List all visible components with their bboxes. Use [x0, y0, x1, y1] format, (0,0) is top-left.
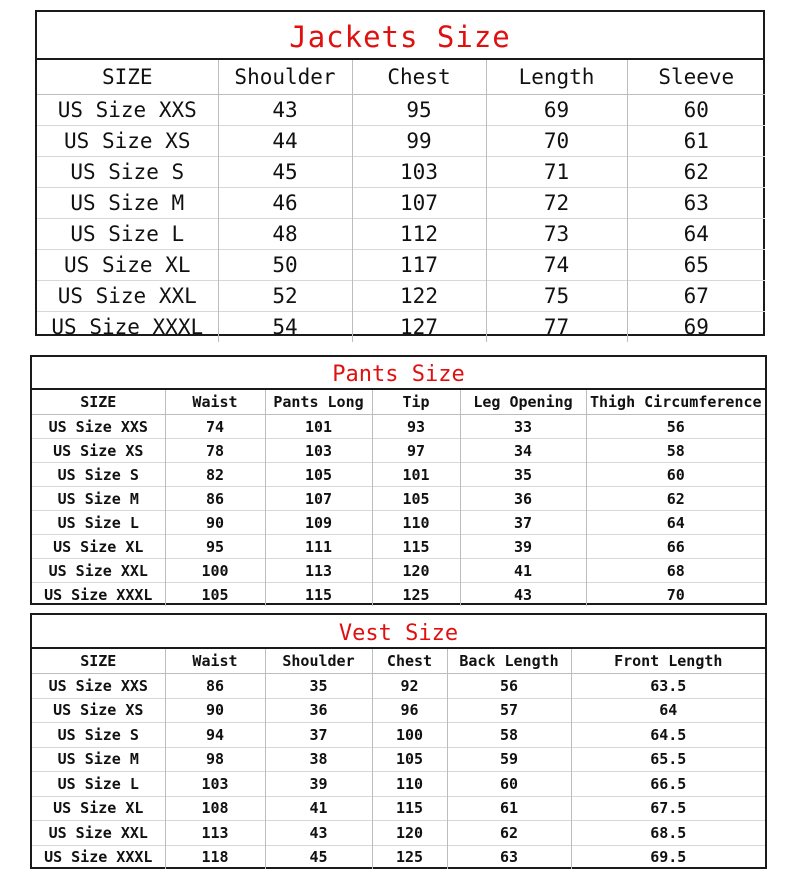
pants-value-cell: 115: [265, 583, 372, 607]
vest-value-cell: 62: [447, 821, 571, 846]
vest-value-cell: 113: [165, 821, 265, 846]
pants-value-cell: 60: [586, 463, 765, 487]
pants-value-cell: 36: [460, 487, 586, 511]
vest-value-cell: 67.5: [571, 796, 765, 821]
vest-table-row: [32, 698, 765, 723]
pants-header-waist: Waist: [165, 390, 265, 415]
jackets-value-cell: 61: [627, 126, 765, 157]
vest-value-cell: 35: [265, 674, 372, 699]
jackets-value-cell: 69: [486, 95, 627, 126]
jackets-value-cell: 64: [627, 219, 765, 250]
pants-table: [32, 390, 765, 606]
vest-header-shoulder: Shoulder: [265, 649, 372, 674]
jackets-value-cell: 95: [352, 95, 486, 126]
jackets-size-cell: US Size L: [37, 219, 218, 250]
vest-value-cell: 68.5: [571, 821, 765, 846]
pants-value-cell: 105: [372, 487, 460, 511]
vest-value-cell: 94: [165, 723, 265, 748]
jackets-value-cell: 74: [486, 250, 627, 281]
vest-value-cell: 105: [372, 747, 447, 772]
pants-value-cell: 100: [165, 559, 265, 583]
jackets-table-row: [37, 312, 765, 343]
pants-table-row: [32, 415, 765, 439]
vest-size-cell: US Size XXL: [32, 821, 165, 846]
pants-value-cell: 101: [265, 415, 372, 439]
vest-value-cell: 120: [372, 821, 447, 846]
vest-value-cell: 41: [265, 796, 372, 821]
vest-value-cell: 61: [447, 796, 571, 821]
jackets-title: Jackets Size: [37, 12, 763, 60]
vest-value-cell: 115: [372, 796, 447, 821]
jackets-size-cell: US Size S: [37, 157, 218, 188]
vest-size-cell: US Size XXXL: [32, 845, 165, 869]
pants-header-pants-long: Pants Long: [265, 390, 372, 415]
pants-table-row: [32, 535, 765, 559]
jackets-value-cell: 69: [627, 312, 765, 343]
vest-value-cell: 60: [447, 772, 571, 797]
vest-table-row: [32, 723, 765, 748]
pants-value-cell: 86: [165, 487, 265, 511]
pants-value-cell: 111: [265, 535, 372, 559]
pants-size-cell: US Size L: [32, 511, 165, 535]
pants-table-row: [32, 559, 765, 583]
vest-value-cell: 100: [372, 723, 447, 748]
jackets-value-cell: 122: [352, 281, 486, 312]
pants-value-cell: 115: [372, 535, 460, 559]
pants-size-cell: US Size XS: [32, 439, 165, 463]
pants-value-cell: 101: [372, 463, 460, 487]
jackets-size-cell: US Size XXXL: [37, 312, 218, 343]
vest-value-cell: 37: [265, 723, 372, 748]
jackets-value-cell: 127: [352, 312, 486, 343]
jackets-value-cell: 117: [352, 250, 486, 281]
pants-header-leg-opening: Leg Opening: [460, 390, 586, 415]
pants-value-cell: 39: [460, 535, 586, 559]
vest-size-cell: US Size S: [32, 723, 165, 748]
jackets-table-row: [37, 250, 765, 281]
pants-value-cell: 125: [372, 583, 460, 607]
vest-value-cell: 69.5: [571, 845, 765, 869]
pants-value-cell: 105: [265, 463, 372, 487]
pants-size-cell: US Size S: [32, 463, 165, 487]
pants-value-cell: 35: [460, 463, 586, 487]
jackets-value-cell: 75: [486, 281, 627, 312]
vest-value-cell: 125: [372, 845, 447, 869]
pants-value-cell: 68: [586, 559, 765, 583]
pants-value-cell: 34: [460, 439, 586, 463]
pants-value-cell: 74: [165, 415, 265, 439]
jackets-value-cell: 103: [352, 157, 486, 188]
vest-value-cell: 59: [447, 747, 571, 772]
jackets-value-cell: 70: [486, 126, 627, 157]
vest-value-cell: 108: [165, 796, 265, 821]
pants-value-cell: 113: [265, 559, 372, 583]
pants-table-row: [32, 463, 765, 487]
jackets-table-row: [37, 126, 765, 157]
vest-value-cell: 103: [165, 772, 265, 797]
jackets-value-cell: 73: [486, 219, 627, 250]
vest-size-cell: US Size XXS: [32, 674, 165, 699]
pants-value-cell: 90: [165, 511, 265, 535]
pants-value-cell: 97: [372, 439, 460, 463]
jackets-header-size: SIZE: [37, 60, 218, 95]
vest-value-cell: 118: [165, 845, 265, 869]
vest-value-cell: 39: [265, 772, 372, 797]
jackets-value-cell: 62: [627, 157, 765, 188]
vest-header-waist: Waist: [165, 649, 265, 674]
pants-header-row: [32, 390, 765, 415]
jackets-size-cell: US Size XXS: [37, 95, 218, 126]
pants-value-cell: 58: [586, 439, 765, 463]
vest-value-cell: 96: [372, 698, 447, 723]
jackets-value-cell: 44: [218, 126, 352, 157]
pants-value-cell: 62: [586, 487, 765, 511]
jackets-header-shoulder: Shoulder: [218, 60, 352, 95]
vest-value-cell: 64: [571, 698, 765, 723]
vest-value-cell: 58: [447, 723, 571, 748]
jackets-value-cell: 107: [352, 188, 486, 219]
vest-value-cell: 63.5: [571, 674, 765, 699]
pants-size-cell: US Size XXXL: [32, 583, 165, 607]
vest-table-row: [32, 845, 765, 869]
jackets-size-cell: US Size XS: [37, 126, 218, 157]
vest-value-cell: 90: [165, 698, 265, 723]
pants-value-cell: 95: [165, 535, 265, 559]
jackets-value-cell: 60: [627, 95, 765, 126]
jackets-value-cell: 67: [627, 281, 765, 312]
vest-value-cell: 64.5: [571, 723, 765, 748]
pants-size-chart: [30, 355, 767, 605]
vest-table-row: [32, 747, 765, 772]
pants-value-cell: 105: [165, 583, 265, 607]
jackets-value-cell: 63: [627, 188, 765, 219]
pants-value-cell: 64: [586, 511, 765, 535]
pants-header-size: SIZE: [32, 390, 165, 415]
vest-size-cell: US Size M: [32, 747, 165, 772]
vest-value-cell: 57: [447, 698, 571, 723]
pants-value-cell: 93: [372, 415, 460, 439]
jackets-value-cell: 77: [486, 312, 627, 343]
jackets-value-cell: 65: [627, 250, 765, 281]
vest-header-back-length: Back Length: [447, 649, 571, 674]
jackets-value-cell: 72: [486, 188, 627, 219]
jackets-size-cell: US Size XXL: [37, 281, 218, 312]
vest-value-cell: 110: [372, 772, 447, 797]
vest-value-cell: 63: [447, 845, 571, 869]
vest-size-cell: US Size L: [32, 772, 165, 797]
pants-value-cell: 110: [372, 511, 460, 535]
pants-table-row: [32, 583, 765, 607]
pants-value-cell: 33: [460, 415, 586, 439]
vest-header-chest: Chest: [372, 649, 447, 674]
jackets-table-row: [37, 95, 765, 126]
vest-size-cell: US Size XS: [32, 698, 165, 723]
pants-value-cell: 78: [165, 439, 265, 463]
pants-size-cell: US Size XXS: [32, 415, 165, 439]
jackets-value-cell: 48: [218, 219, 352, 250]
pants-value-cell: 109: [265, 511, 372, 535]
pants-value-cell: 43: [460, 583, 586, 607]
pants-value-cell: 82: [165, 463, 265, 487]
jackets-value-cell: 45: [218, 157, 352, 188]
jackets-value-cell: 71: [486, 157, 627, 188]
vest-size-cell: US Size XL: [32, 796, 165, 821]
vest-header-row: [32, 649, 765, 674]
jackets-value-cell: 54: [218, 312, 352, 343]
vest-value-cell: 38: [265, 747, 372, 772]
jackets-header-chest: Chest: [352, 60, 486, 95]
vest-value-cell: 43: [265, 821, 372, 846]
vest-table-row: [32, 772, 765, 797]
vest-value-cell: 36: [265, 698, 372, 723]
jackets-table-row: [37, 157, 765, 188]
pants-value-cell: 56: [586, 415, 765, 439]
jackets-header-row: [37, 60, 765, 95]
jackets-table-row: [37, 188, 765, 219]
vest-value-cell: 45: [265, 845, 372, 869]
pants-table-row: [32, 487, 765, 511]
jackets-value-cell: 50: [218, 250, 352, 281]
vest-header-front-length: Front Length: [571, 649, 765, 674]
pants-header-thigh-circumference: Thigh Circumference: [586, 390, 765, 415]
vest-value-cell: 86: [165, 674, 265, 699]
vest-table-row: [32, 796, 765, 821]
pants-title: Pants Size: [32, 357, 765, 390]
pants-value-cell: 41: [460, 559, 586, 583]
jackets-value-cell: 43: [218, 95, 352, 126]
vest-value-cell: 92: [372, 674, 447, 699]
vest-value-cell: 65.5: [571, 747, 765, 772]
vest-value-cell: 66.5: [571, 772, 765, 797]
jackets-header-length: Length: [486, 60, 627, 95]
jackets-value-cell: 112: [352, 219, 486, 250]
vest-table-row: [32, 821, 765, 846]
pants-size-cell: US Size M: [32, 487, 165, 511]
vest-value-cell: 56: [447, 674, 571, 699]
vest-value-cell: 98: [165, 747, 265, 772]
pants-value-cell: 103: [265, 439, 372, 463]
pants-size-cell: US Size XXL: [32, 559, 165, 583]
jackets-value-cell: 99: [352, 126, 486, 157]
jackets-table-row: [37, 219, 765, 250]
vest-table-row: [32, 674, 765, 699]
pants-value-cell: 107: [265, 487, 372, 511]
jackets-size-chart: [35, 10, 765, 339]
vest-size-chart: [30, 613, 767, 869]
jackets-value-cell: 52: [218, 281, 352, 312]
pants-table-row: [32, 511, 765, 535]
vest-title: Vest Size: [32, 615, 765, 649]
pants-value-cell: 120: [372, 559, 460, 583]
pants-header-tip: Tip: [372, 390, 460, 415]
jackets-size-cell: US Size M: [37, 188, 218, 219]
vest-header-size: SIZE: [32, 649, 165, 674]
pants-size-cell: US Size XL: [32, 535, 165, 559]
jackets-size-cell: US Size XL: [37, 250, 218, 281]
jackets-table: [37, 60, 765, 342]
pants-value-cell: 37: [460, 511, 586, 535]
pants-value-cell: 70: [586, 583, 765, 607]
pants-value-cell: 66: [586, 535, 765, 559]
jackets-table-row: [37, 281, 765, 312]
pants-table-row: [32, 439, 765, 463]
vest-table: [32, 649, 765, 869]
jackets-value-cell: 46: [218, 188, 352, 219]
jackets-header-sleeve: Sleeve: [627, 60, 765, 95]
